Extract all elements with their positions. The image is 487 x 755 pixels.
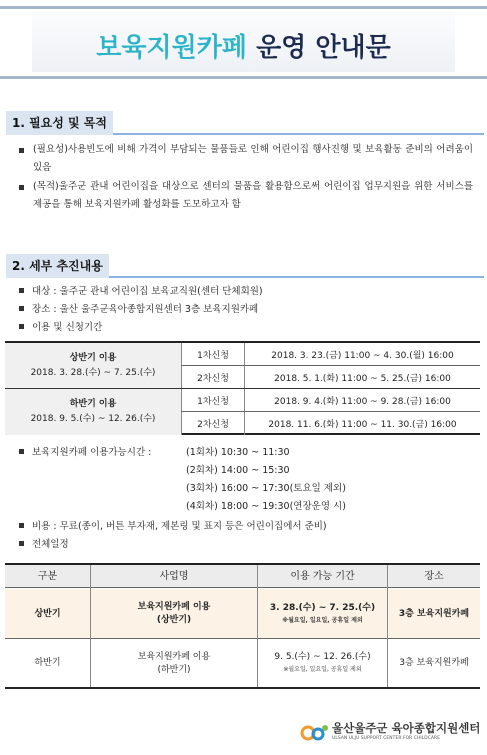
- title-banner: [0, 6, 487, 88]
- overall-schedule-label: 전체일정: [32, 539, 69, 550]
- row-name-line1: 보육지원카페 이용: [137, 602, 211, 612]
- list-item: [33, 178, 473, 214]
- cost-text: 비용 : 무료(종이, 버튼 부자재, 제본링 및 표지 등은 어린이집에서 준비): [32, 521, 327, 532]
- overall-schedule-table: [5, 563, 480, 689]
- list-item: [19, 536, 69, 554]
- row-name-line2: (상반기): [156, 615, 192, 625]
- divider: [181, 343, 182, 435]
- table-row: [5, 589, 480, 639]
- row-term: 상반기: [34, 608, 61, 619]
- list-item: [19, 301, 258, 319]
- usage-slot: (4회차) 18:00 ~ 19:30(연장운영 시): [186, 501, 346, 512]
- row-term: 하반기: [34, 658, 61, 668]
- usage-time-label: 보육지원카페 이용가능시간 :: [32, 447, 152, 458]
- page-title: [0, 27, 487, 64]
- target-text: 대상 : 울주군 관내 어린이집 보육교직원(센터 단체회원): [32, 286, 263, 297]
- second-half-period: 2018. 9. 5.(수) ~ 12. 26.(수): [30, 414, 156, 424]
- divider: [181, 411, 480, 412]
- period-heading-text: 이용 및 신청기간: [32, 322, 103, 333]
- row-period: [258, 589, 387, 639]
- table-header: [5, 565, 480, 588]
- section-1-heading: [6, 111, 484, 135]
- section-2-heading-label: 2. 세부 추진내용: [6, 254, 109, 278]
- bullet-icon: [19, 306, 24, 311]
- list-item: [19, 444, 151, 462]
- title-accent: 보육지원카페: [96, 33, 247, 63]
- divider: [387, 565, 388, 687]
- table-row: [5, 640, 480, 687]
- place-text: 장소 : 울산 울주군육아종합지원센터 3층 보육지원카페: [32, 304, 259, 315]
- row-name-line1: 보육지원카페 이용: [137, 651, 211, 662]
- usage-slot: (2회차) 14:00 ~ 15:30: [186, 465, 290, 476]
- usage-slot: (3회차) 16:00 ~ 17:30(토요일 제외): [186, 483, 346, 494]
- title-rest: 운영 안내문: [256, 33, 391, 63]
- divider: [181, 365, 480, 366]
- bullet-icon: [19, 541, 24, 546]
- header-period: 이용 가능 기간: [290, 571, 355, 582]
- round-dates: 2018. 3. 23.(금) 11:00 ~ 4. 30.(월) 16:00: [271, 350, 454, 361]
- list-item: [19, 319, 102, 337]
- section-1-heading-label: 1. 필요성 및 목적: [6, 111, 113, 135]
- round-dates: 2018. 5. 1.(화) 11:00 ~ 5. 25.(금) 16:00: [274, 373, 451, 384]
- round-dates: 2018. 9. 4.(화) 11:00 ~ 9. 28.(금) 16:00: [274, 396, 451, 407]
- row-period-dates: 3. 28.(수) ~ 7. 25.(수): [269, 602, 376, 613]
- row-period-note: ※월요일, 일요일, 공휴일 제외: [283, 666, 362, 673]
- divider: [90, 565, 91, 687]
- row-period-dates: 9. 5.(수) ~ 12. 26.(수): [274, 652, 371, 662]
- usage-slot: (1회차) 10:30 ~ 11:30: [186, 447, 290, 458]
- bullet-icon: [19, 449, 24, 454]
- row-period-note: ※월요일, 일요일, 공휴일 제외: [282, 616, 363, 624]
- bullet-icon: [19, 523, 24, 528]
- schedule-table: [5, 341, 480, 435]
- list-item: [19, 283, 263, 301]
- second-half-label: 하반기 이용: [69, 399, 117, 409]
- header-place: 장소: [424, 571, 444, 582]
- title-top-rule: [0, 6, 487, 9]
- first-half-label: 상반기 이용: [69, 352, 117, 363]
- first-half-period: 2018. 3. 28.(수) ~ 7. 25.(수): [30, 367, 156, 378]
- divider: [257, 565, 258, 687]
- bullet-icon: [19, 288, 24, 293]
- bullet-icon: [19, 185, 24, 190]
- row-place: 3층 보육지원카페: [399, 658, 469, 668]
- row-name: [91, 640, 257, 687]
- row-name-line2: (하반기): [157, 664, 191, 675]
- section-2-heading: [6, 254, 484, 278]
- center-logo-icon: [300, 720, 330, 744]
- round-label: 1차신청: [197, 396, 229, 407]
- purpose-need-text: (필요성)사용빈도에 비해 가격이 부담되는 물품들로 인해 어린이집 행사진행 및 보육활동 준비의 어려움이 있음: [33, 144, 473, 173]
- divider: [244, 343, 245, 435]
- list-item: [19, 518, 327, 536]
- org-name-korean: 울산울주군 육아종합지원센터: [332, 721, 481, 735]
- header-term: 구분: [37, 571, 58, 582]
- list-item: [33, 141, 473, 177]
- row-name: [91, 589, 257, 639]
- round-label: 2차신청: [197, 373, 229, 384]
- round-label: 2차신청: [197, 420, 229, 430]
- bullet-icon: [19, 324, 24, 329]
- divider: [5, 388, 480, 389]
- footer-logo: [300, 718, 480, 748]
- round-dates: 2018. 11. 6.(화) 11:00 ~ 11. 30.(금) 16:00: [268, 420, 457, 430]
- row-period: [258, 640, 387, 687]
- bullet-icon: [19, 148, 24, 153]
- org-name-english: ULSAN ULJU SUPPORT CENTER FOR CHILDCARE: [332, 736, 441, 741]
- row-place: 3층 보육지원카페: [398, 608, 470, 619]
- title-bottom-rule: [0, 76, 487, 79]
- header-name: 사업명: [159, 571, 189, 582]
- second-half-cell: [5, 389, 181, 435]
- first-half-cell: [5, 343, 181, 388]
- round-label: 1차신청: [197, 350, 229, 361]
- purpose-goal-text: (목적)울주군 관내 어린이집을 대상으로 센터의 물품을 활용함으로써 어린이집 업무지원을 위한 서비스를 제공을 통해 보육지원카페 활성화를 도모하고자 함: [33, 181, 473, 210]
